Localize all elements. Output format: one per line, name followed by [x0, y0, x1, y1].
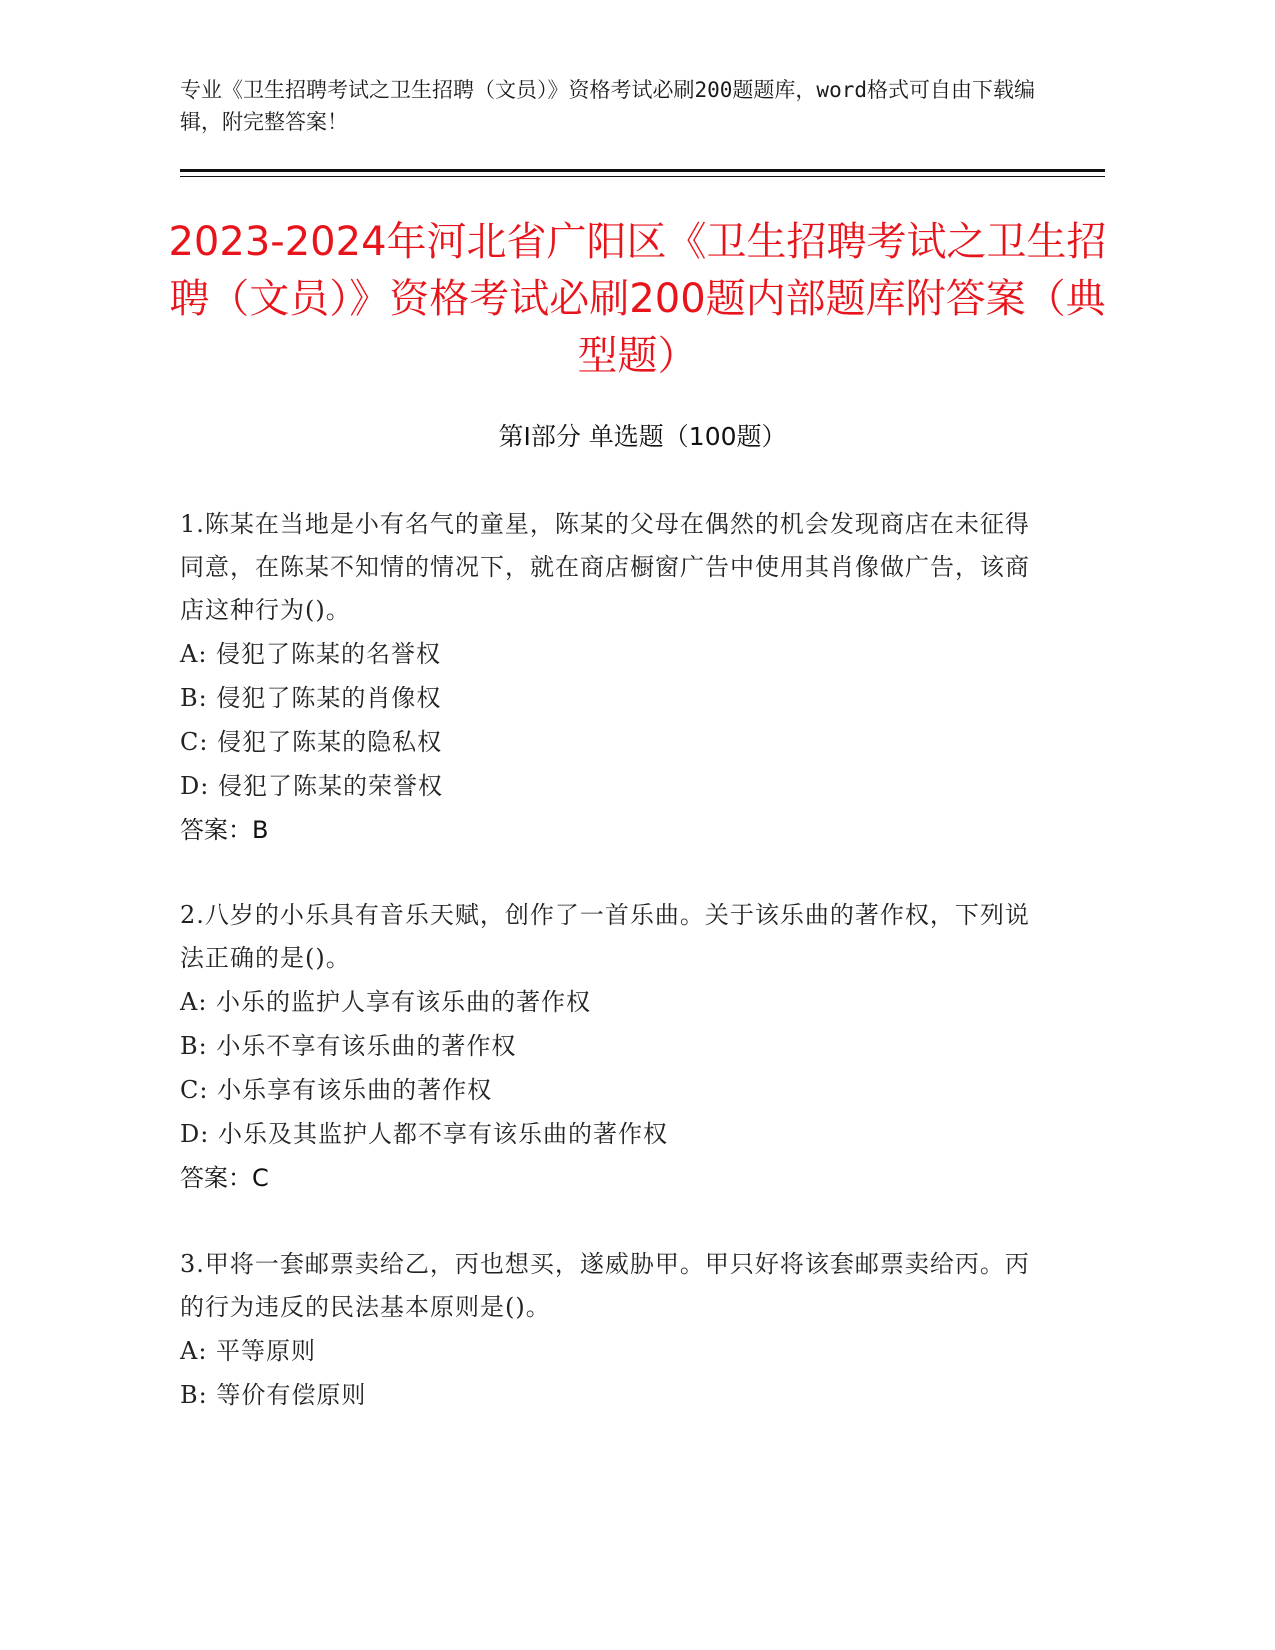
option-a: A: 小乐的监护人享有该乐曲的著作权	[180, 988, 592, 1016]
header-note: 专业《卫生招聘考试之卫生招聘（文员）》资格考试必刷200题题库，word格式可自由下载编辑，附完整答案！	[180, 78, 1035, 134]
answer: 答案：B	[180, 816, 269, 844]
question-1	[180, 503, 1040, 852]
option-a: A: 平等原则	[180, 1337, 317, 1365]
option-b: B: 小乐不享有该乐曲的著作权	[180, 1032, 517, 1060]
section-heading: 第Ⅰ部分 单选题（100题）	[498, 422, 787, 451]
header-divider-thick	[180, 169, 1105, 172]
option-b: B: 侵犯了陈某的肖像权	[180, 684, 442, 712]
option-c: C: 小乐享有该乐曲的著作权	[180, 1076, 493, 1104]
option-b: B: 等价有偿原则	[180, 1381, 367, 1409]
header-divider-thin	[180, 176, 1105, 177]
question-2	[180, 894, 1040, 1200]
document-title: 2023-2024年河北省广阳区《卫生招聘考试之卫生招聘（文员）》资格考试必刷200题内部题库附答案（典型题）	[168, 219, 1107, 379]
option-d: D: 侵犯了陈某的荣誉权	[180, 772, 443, 800]
option-d: D: 小乐及其监护人都不享有该乐曲的著作权	[180, 1120, 668, 1148]
question-stem: 1.陈某在当地是小有名气的童星，陈某的父母在偶然的机会发现商店在未征得同意，在陈某不知情的情况下，就在商店橱窗广告中使用其肖像做广告，该商店这种行为()。	[180, 510, 1030, 624]
option-c: C: 侵犯了陈某的隐私权	[180, 728, 443, 756]
answer: 答案：C	[180, 1164, 269, 1192]
question-3	[180, 1243, 1040, 1417]
question-stem: 3.甲将一套邮票卖给乙，丙也想买，遂威胁甲。甲只好将该套邮票卖给丙。丙的行为违反的民法基本原则是()。	[180, 1250, 1030, 1321]
question-stem: 2.八岁的小乐具有音乐天赋，创作了一首乐曲。关于该乐曲的著作权，下列说法正确的是()。	[180, 901, 1030, 972]
option-a: A: 侵犯了陈某的名誉权	[180, 640, 442, 668]
